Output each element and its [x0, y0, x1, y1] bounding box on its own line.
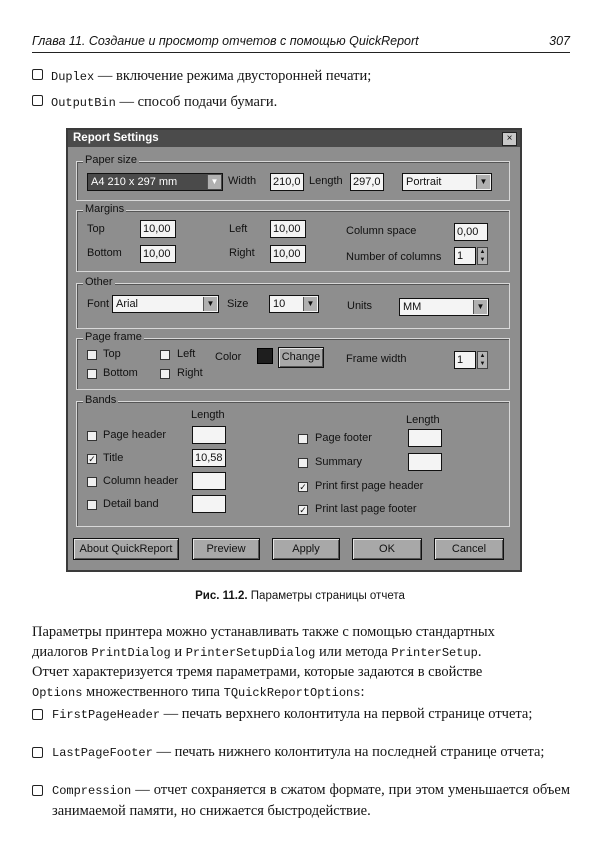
- frame-right-checkbox[interactable]: [160, 369, 170, 379]
- margin-left-input[interactable]: 10,00: [270, 220, 306, 238]
- margin-right-input[interactable]: 10,00: [270, 245, 306, 263]
- bullet-box-icon: [32, 69, 43, 80]
- bullet-compression: Compression — отчет сохраняется в сжатом формате, при этом уменьшается объем занимаемой памяти, но снижается быстродействие.: [32, 780, 570, 820]
- frame-left-checkbox[interactable]: [160, 350, 170, 360]
- page-footer-length-input[interactable]: [408, 429, 442, 447]
- frame-width-input[interactable]: 1: [454, 351, 476, 369]
- bullet-box-icon: [32, 709, 43, 720]
- bands-group: Bands Length Page header ✓ Title 10,58 Column header Detail band Length Page footer Summary ✓ Print first page header ✓ Print last page footer: [76, 401, 510, 527]
- running-header: [32, 34, 570, 53]
- column-space-input[interactable]: 0,00: [454, 223, 488, 241]
- preview-button[interactable]: Preview: [192, 538, 260, 560]
- bullet-box-icon: [32, 747, 43, 758]
- print-first-header-checkbox[interactable]: [298, 482, 308, 492]
- frame-color-swatch: [257, 348, 273, 364]
- apply-button[interactable]: Apply: [272, 538, 340, 560]
- columns-input[interactable]: 1: [454, 247, 476, 265]
- chapter-title: Глава 11. Создание и просмотр отчетов с помощью QuickReport: [32, 34, 419, 48]
- frame-bottom-checkbox[interactable]: [87, 369, 97, 379]
- ok-button[interactable]: OK: [352, 538, 422, 560]
- bullet-outputbin: OutputBin — способ подачи бумаги.: [32, 92, 277, 114]
- chevron-down-icon: ▼: [476, 175, 490, 189]
- chevron-down-icon: ▼: [479, 257, 486, 263]
- checkmark-icon: ✓: [299, 505, 307, 515]
- chevron-down-icon: ▼: [207, 175, 221, 189]
- page-number: 307: [549, 34, 570, 48]
- report-settings-dialog: [66, 128, 522, 572]
- bullet-box-icon: [32, 95, 43, 106]
- summary-length-input[interactable]: [408, 453, 442, 471]
- units-select[interactable]: MM ▼: [399, 298, 489, 316]
- other-group: Other Font Arial ▼ Size 10 ▼ Units MM ▼: [76, 283, 510, 329]
- paper-length-input[interactable]: 297,0: [350, 173, 384, 191]
- page-header-checkbox[interactable]: [87, 431, 97, 441]
- page-footer-checkbox[interactable]: [298, 434, 308, 444]
- bullet-box-icon: [32, 785, 43, 796]
- figure-caption: Рис. 11.2. Параметры страницы отчета: [195, 590, 405, 602]
- font-select[interactable]: Arial ▼: [112, 295, 219, 313]
- chevron-down-icon: ▼: [203, 297, 217, 311]
- paper-width-input[interactable]: 210,0: [270, 173, 304, 191]
- columns-spinner[interactable]: [477, 247, 488, 265]
- summary-checkbox[interactable]: [298, 458, 308, 468]
- chevron-up-icon: ▲: [479, 249, 486, 255]
- paper-size-select[interactable]: A4 210 x 297 mm ▼: [87, 173, 223, 191]
- title-length-input[interactable]: 10,58: [192, 449, 226, 467]
- margin-top-input[interactable]: 10,00: [140, 220, 176, 238]
- chevron-up-icon: ▲: [479, 353, 486, 359]
- page-header-length-input[interactable]: [192, 426, 226, 444]
- column-header-checkbox[interactable]: [87, 477, 97, 487]
- paragraph-options: Отчет характеризуется тремя параметрами, которые задаются в свойстве Options множественного типа TQuickReportOptions:: [32, 664, 483, 700]
- font-size-select[interactable]: 10 ▼: [269, 295, 319, 313]
- paper-size-group: Paper size A4 210 x 297 mm ▼ Width 210,0 Length 297,0 Portrait ▼: [76, 161, 510, 201]
- detail-band-checkbox[interactable]: [87, 500, 97, 510]
- print-last-footer-checkbox[interactable]: [298, 505, 308, 515]
- checkmark-icon: ✓: [88, 454, 96, 464]
- page-frame-group: Page frame Top Bottom Left Right Color Change Frame width 1 ▲ ▼: [76, 338, 510, 390]
- dialog-title: Report Settings: [68, 130, 520, 147]
- column-header-length-input[interactable]: [192, 472, 226, 490]
- chevron-down-icon: ▼: [473, 300, 487, 314]
- change-color-button[interactable]: Change: [278, 347, 324, 368]
- orientation-select[interactable]: Portrait ▼: [402, 173, 492, 191]
- detail-band-length-input[interactable]: [192, 495, 226, 513]
- close-icon[interactable]: ×: [502, 132, 517, 146]
- title-checkbox[interactable]: [87, 454, 97, 464]
- bullet-lastpagefooter: LastPageFooter — печать нижнего колонтитула на последней странице отчета;: [32, 742, 570, 782]
- frame-top-checkbox[interactable]: [87, 350, 97, 360]
- bullet-firstpageheader: FirstPageHeader — печать верхнего колонтитула на первой странице отчета;: [32, 704, 570, 744]
- about-quickreport-button[interactable]: About QuickReport: [73, 538, 179, 560]
- margin-bottom-input[interactable]: 10,00: [140, 245, 176, 263]
- paragraph-printer-params: Параметры принтера можно устанавливать также с помощью стандартных диалогов PrintDialog и PrinterSetupDialog или метода PrinterSetup.: [32, 624, 495, 660]
- checkmark-icon: ✓: [299, 482, 307, 492]
- chevron-down-icon: ▼: [479, 361, 486, 367]
- chevron-down-icon: ▼: [303, 297, 317, 311]
- cancel-button[interactable]: Cancel: [434, 538, 504, 560]
- bullet-duplex: Duplex — включение режима двусторонней печати;: [32, 66, 371, 88]
- margins-group: Margins Top 10,00 Bottom 10,00 Left 10,00 Right 10,00 Column space 0,00 Number of columns 1 ▲ ▼: [76, 210, 510, 272]
- frame-width-spinner[interactable]: [477, 351, 488, 369]
